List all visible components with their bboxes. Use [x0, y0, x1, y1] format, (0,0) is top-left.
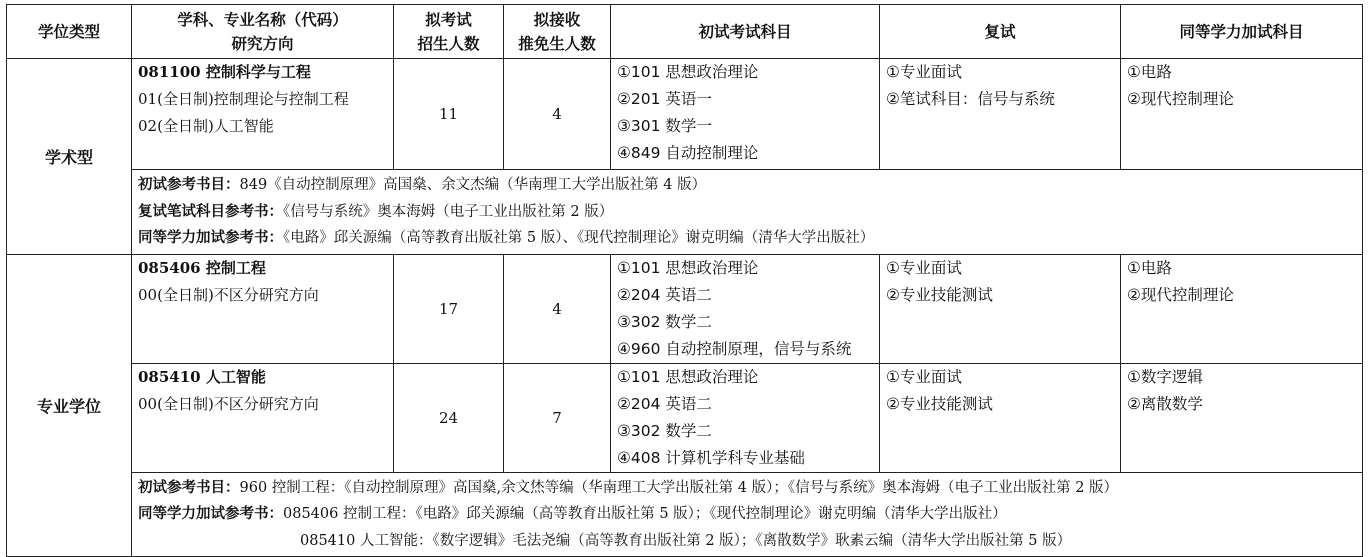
reference-text: 085406 控制工程：《电路》邱关源编（高等教育出版社第 5 版）；《现代控制理论》谢克明编（清华大学出版社）: [283, 506, 1007, 522]
program-direction: 00(全日制)不区分研究方向: [138, 285, 319, 304]
prelim-subject: ③302 数学二: [617, 421, 712, 440]
retest-subjects: [880, 254, 1121, 363]
reference-text: 960 控制工程：《自动控制原理》高国燊,余文烋等编（华南理工大学出版社第 4 版）；《信号与系统》奥本海姆（电子工业出版社第 2 版）: [239, 479, 1119, 496]
prelim-subjects: [611, 363, 880, 472]
program-cell: [132, 59, 394, 170]
reference-text: 《信号与系统》奥本海姆（电子工业出版社第 2 版）: [283, 203, 614, 220]
planned-count: 11: [394, 59, 504, 170]
admissions-table: [6, 4, 1363, 557]
academic-references: [132, 170, 1363, 255]
reference-text: 《电路》邱关源编（高等教育出版社第 5 版）、《现代控制理论》谢克明编（清华大学出版社）: [283, 230, 875, 246]
equiv-subject: ①电路: [1127, 258, 1172, 277]
prelim-subject: ④408 计算机学科专业基础: [617, 448, 805, 467]
header-exempt: [504, 5, 611, 59]
prelim-subjects: [611, 254, 880, 363]
prelim-subject: ③301 数学一: [617, 117, 712, 135]
reference-line: [138, 225, 1356, 252]
retest-subject: ②笔试科目：信号与系统: [886, 90, 1055, 108]
reference-row: [7, 170, 1363, 255]
reference-line: [138, 172, 1356, 199]
program-code-name: 085406 控制工程: [138, 258, 266, 277]
header-prelim: 初试考试科目: [611, 5, 880, 59]
header-equiv: 同等学力加试科目: [1121, 5, 1363, 59]
reference-label: 同等学力加试参考书：: [138, 505, 283, 522]
reference-text: 085410 人工智能：《数字逻辑》毛法尧编（高等教育出版社第 2 版）；《离散数学》耿素云编（清华大学出版社第 5 版）: [300, 532, 1072, 549]
table-row: [7, 363, 1363, 472]
prelim-subject: ③302 数学二: [617, 312, 712, 331]
degree-type-professional: 专业学位: [7, 254, 132, 557]
reference-label: 同等学力加试参考书：: [138, 229, 283, 246]
retest-subject: ②专业技能测试: [886, 285, 993, 304]
equiv-subject: ①数字逻辑: [1127, 367, 1203, 386]
prelim-subject: ②204 英语二: [617, 285, 712, 304]
reference-line: [138, 199, 1356, 226]
equiv-subjects: [1121, 363, 1363, 472]
reference-label: 初试参考书目：: [138, 478, 240, 496]
exempt-count: 4: [504, 254, 611, 363]
header-row: [7, 5, 1363, 59]
retest-subject: ②专业技能测试: [886, 394, 993, 413]
exempt-count: 7: [504, 363, 611, 472]
retest-subject: ①专业面试: [886, 63, 962, 81]
equiv-subjects: [1121, 254, 1363, 363]
prelim-subject: ②204 英语二: [617, 394, 712, 413]
exempt-count: 4: [504, 59, 611, 170]
prelim-subject: ①101 思想政治理论: [617, 367, 759, 386]
header-degree-type: 学位类型: [7, 5, 132, 59]
table-row: [7, 59, 1363, 170]
header-subject: [132, 5, 394, 59]
header-exempt-line2: 推免生人数: [518, 33, 596, 53]
program-cell: [132, 254, 394, 363]
equiv-subjects: [1121, 59, 1363, 170]
header-retest: 复试: [880, 5, 1121, 59]
retest-subject: ①专业面试: [886, 367, 962, 386]
reference-line: [138, 475, 1356, 502]
equiv-subject: ②现代控制理论: [1127, 285, 1234, 304]
equiv-subject: ①电路: [1127, 63, 1172, 81]
program-code-name: 081100 控制科学与工程: [138, 63, 311, 81]
retest-subjects: [880, 363, 1121, 472]
prelim-subjects: [611, 59, 880, 170]
retest-subjects: [880, 59, 1121, 170]
prelim-subject: ②201 英语一: [617, 90, 712, 108]
reference-row: [7, 472, 1363, 557]
reference-line: [138, 501, 1356, 528]
reference-label: 初试参考书目：: [138, 176, 240, 193]
header-planned-line2: 招生人数: [417, 33, 480, 53]
reference-text: 849《自动控制原理》高国燊、余文杰编（华南理工大学出版社第 4 版）: [239, 177, 707, 193]
prelim-subject: ①101 思想政治理论: [617, 63, 759, 81]
header-exempt-line1: 拟接收: [533, 9, 581, 29]
program-code-name: 085410 人工智能: [138, 367, 266, 386]
degree-type-academic: 学术型: [7, 59, 132, 255]
reference-line: [138, 528, 1356, 555]
header-subject-line1: 学科、专业名称（代码）: [177, 9, 348, 29]
prelim-subject: ④849 自动控制理论: [617, 144, 759, 162]
table-row: [7, 254, 1363, 363]
program-direction: 00(全日制)不区分研究方向: [138, 394, 319, 413]
header-planned-line1: 拟考试: [425, 9, 472, 29]
header-planned: [394, 5, 504, 59]
planned-count: 17: [394, 254, 504, 363]
equiv-subject: ②现代控制理论: [1127, 90, 1234, 108]
equiv-subject: ②离散数学: [1127, 394, 1203, 413]
professional-references: [132, 472, 1363, 557]
program-cell: [132, 363, 394, 472]
prelim-subject: ①101 思想政治理论: [617, 258, 759, 277]
header-subject-line2: 研究方向: [231, 33, 294, 53]
retest-subject: ①专业面试: [886, 258, 962, 277]
prelim-subject: ④960 自动控制原理，信号与系统: [617, 339, 852, 358]
program-direction: 02(全日制)人工智能: [138, 117, 274, 135]
program-direction: 01(全日制)控制理论与控制工程: [138, 90, 349, 108]
planned-count: 24: [394, 363, 504, 472]
reference-label: 复试笔试科目参考书：: [138, 202, 283, 220]
